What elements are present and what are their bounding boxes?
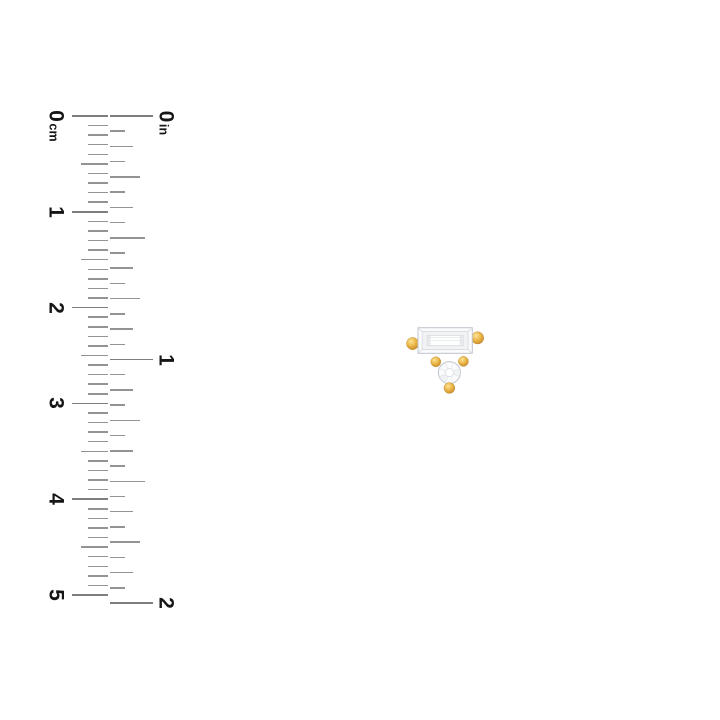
cm-tick	[88, 518, 108, 520]
baguette-diamond	[418, 328, 472, 354]
in-tick	[110, 328, 133, 330]
in-tick	[110, 481, 145, 483]
ruler-number: 2	[44, 301, 67, 314]
in-tick	[110, 267, 133, 269]
cm-label-0cm	[45, 110, 66, 142]
gold-bead-prong-left	[407, 338, 419, 350]
in-tick	[110, 602, 153, 604]
in-tick	[110, 389, 133, 391]
cm-tick	[88, 240, 108, 242]
cm-tick	[88, 173, 108, 175]
in-tick	[110, 161, 125, 163]
cm-label-4	[45, 493, 66, 505]
in-tick	[110, 511, 133, 513]
gold-bead-prong-upper-right	[458, 356, 468, 366]
cm-tick	[88, 470, 108, 472]
ruler-number: 0	[44, 110, 67, 122]
cm-tick	[88, 144, 108, 146]
cm-tick	[81, 546, 108, 548]
in-tick	[110, 359, 153, 361]
in-tick	[110, 298, 140, 300]
cm-tick	[72, 594, 108, 596]
in-tick	[110, 541, 140, 543]
cm-tick	[88, 556, 108, 558]
cm-tick	[72, 115, 108, 117]
cm-tick	[88, 182, 108, 184]
cm-tick	[88, 508, 108, 510]
cm-tick	[88, 422, 108, 424]
gold-bead-prong-upper-left	[431, 357, 441, 367]
cm-tick	[81, 355, 108, 357]
in-tick	[110, 130, 125, 132]
cm-tick	[72, 211, 108, 213]
in-tick	[110, 176, 140, 178]
cm-tick	[72, 498, 108, 500]
cm-label-2	[45, 302, 66, 314]
in-tick	[110, 222, 125, 224]
in-tick	[110, 496, 125, 498]
cm-tick	[88, 278, 108, 280]
cm-tick	[81, 259, 108, 261]
ruler-number: 0	[154, 110, 177, 122]
cm-tick	[81, 163, 108, 165]
cm-tick	[88, 412, 108, 414]
cm-tick	[88, 441, 108, 443]
earring-product-photo	[400, 318, 492, 398]
in-tick	[110, 526, 125, 528]
in-tick	[110, 283, 125, 285]
cm-tick	[88, 585, 108, 587]
in-tick	[110, 404, 125, 406]
cm-tick	[88, 537, 108, 539]
in-tick	[110, 420, 140, 422]
in-tick	[110, 115, 153, 117]
cm-label-1	[45, 206, 66, 218]
in-tick	[110, 450, 133, 452]
in-tick	[110, 191, 125, 193]
cm-tick	[88, 326, 108, 328]
cm-tick	[88, 336, 108, 338]
cm-tick	[88, 125, 108, 127]
cm-tick	[88, 269, 108, 271]
in-label-2	[155, 597, 176, 609]
in-label-1	[155, 354, 176, 366]
ruler-unit: cm	[46, 123, 60, 142]
round-diamond-table	[445, 369, 453, 377]
in-tick	[110, 313, 125, 315]
cm-tick	[88, 393, 108, 395]
cm-tick	[88, 345, 108, 347]
cm-tick	[88, 134, 108, 136]
in-tick	[110, 146, 133, 148]
cm-tick	[88, 374, 108, 376]
cm-tick	[88, 460, 108, 462]
cm-tick	[88, 192, 108, 194]
round-brilliant-diamond	[438, 362, 460, 384]
in-tick	[110, 465, 125, 467]
ruler-number: 1	[44, 205, 67, 218]
cm-tick	[88, 201, 108, 203]
in-tick	[110, 374, 125, 376]
cm-tick	[88, 431, 108, 433]
in-tick	[110, 587, 125, 589]
cm-tick	[88, 230, 108, 232]
cm-tick	[88, 288, 108, 290]
cm-tick	[88, 489, 108, 491]
cm-tick	[88, 221, 108, 223]
in-tick	[110, 572, 133, 574]
in-tick	[110, 207, 133, 209]
cm-tick	[88, 297, 108, 299]
ruler-number: 3	[44, 397, 67, 410]
in-tick	[110, 237, 145, 239]
ruler-number: 5	[44, 589, 67, 601]
cm-tick	[81, 451, 108, 453]
gold-bead-prong-right	[472, 332, 484, 344]
cm-label-3	[45, 398, 66, 410]
gold-bead-prong-bottom	[444, 383, 455, 394]
cm-tick	[88, 566, 108, 568]
cm-tick	[88, 383, 108, 385]
cm-label-5	[45, 589, 66, 601]
cm-tick	[88, 154, 108, 156]
cm-tick	[88, 249, 108, 251]
cm-tick	[88, 479, 108, 481]
cm-tick	[72, 307, 108, 309]
in-label-0in	[155, 110, 176, 135]
ruler-number: 1	[154, 353, 177, 366]
ruler-unit: in	[156, 123, 170, 135]
cm-tick	[88, 364, 108, 366]
in-tick	[110, 344, 125, 346]
in-tick	[110, 557, 125, 559]
cm-tick	[72, 403, 108, 405]
cm-tick	[88, 316, 108, 318]
cm-tick	[88, 575, 108, 577]
ruler-number: 4	[44, 493, 67, 506]
ruler-number: 2	[154, 597, 177, 609]
cm-tick	[88, 527, 108, 529]
in-tick	[110, 435, 125, 437]
in-tick	[110, 252, 125, 254]
